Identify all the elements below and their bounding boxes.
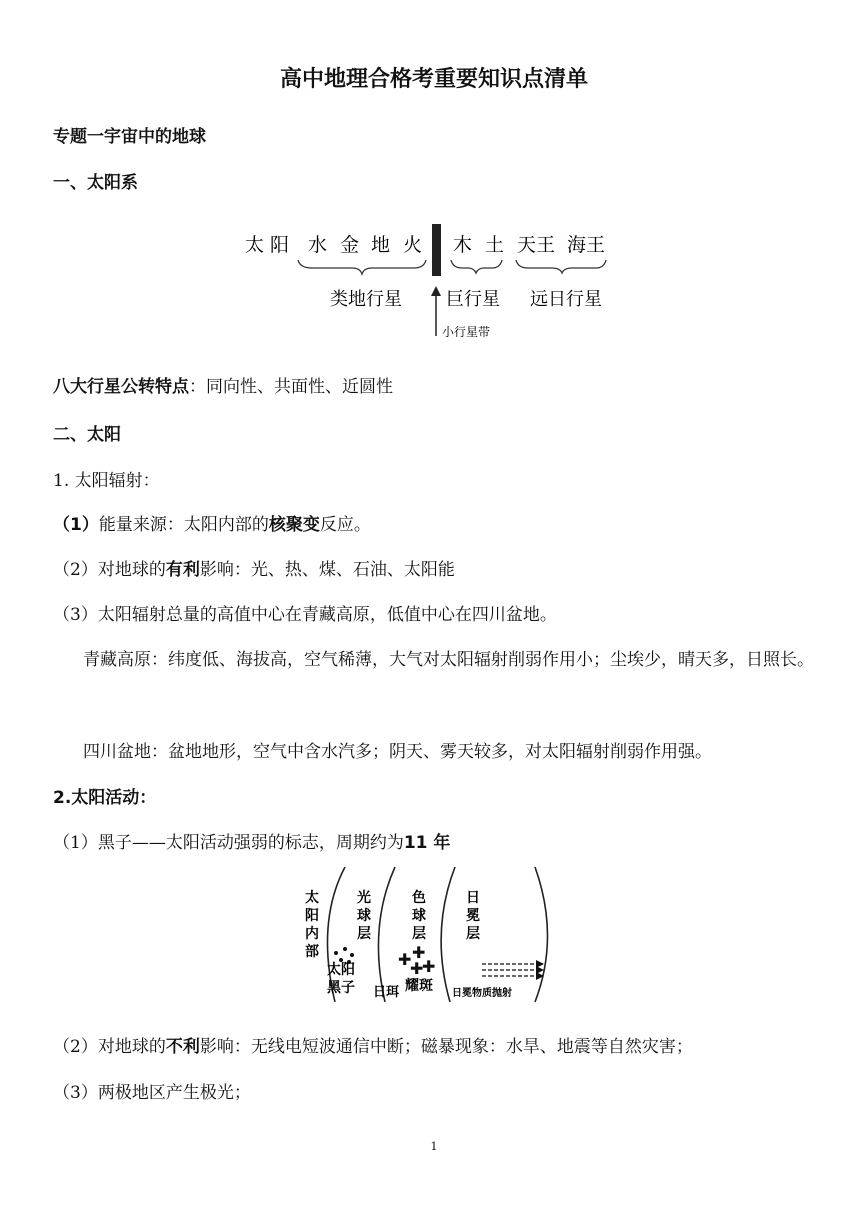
solar-system-diagram xyxy=(0,218,868,348)
label-mars: 火 xyxy=(403,234,423,256)
para-qinghai-tibet: 青藏高原：纬度低、海拔高，空气稀薄，大气对太阳辐射削弱作用小；尘埃少，晴天多，日照长。 xyxy=(83,650,814,670)
label-uranus: 天王 xyxy=(517,234,556,256)
label-photosphere: 光球层 xyxy=(357,890,371,942)
solar-atmosphere-diagram xyxy=(0,862,868,1012)
para-text: 影响：无线电短波通信中断；磁暴现象：水旱、地震等自然灾害； xyxy=(199,1037,693,1057)
para-favorable-effects xyxy=(53,559,455,581)
label-chromosphere: 色球层 xyxy=(412,890,426,942)
para-radiation-distribution: （3）太阳辐射总量的高值中心在青藏高原，低值中心在四川盆地。 xyxy=(53,605,557,625)
planets-features-text: ：同向性、共面性、近圆性 xyxy=(189,377,393,397)
planets-features-label: 八大行星公转特点 xyxy=(53,377,189,397)
para-aurora: （3）两极地区产生极光； xyxy=(53,1083,251,1103)
para-text: 反应。 xyxy=(319,515,371,535)
subheading-solar-activity: 2.太阳活动： xyxy=(53,788,157,808)
para-energy-source xyxy=(53,514,371,536)
para-emphasis: 核聚变 xyxy=(268,515,320,535)
section-heading-sun: 二、太阳 xyxy=(53,425,121,445)
label-earth: 地 xyxy=(371,234,391,256)
para-emphasis: 11 年 xyxy=(403,833,451,853)
page-number: 1 xyxy=(430,1140,438,1153)
flare-crosses xyxy=(398,943,435,978)
brace-far xyxy=(516,260,606,273)
label-asteroid-belt: 小行星带 xyxy=(442,325,491,339)
svg-text:✚: ✚ xyxy=(412,943,426,962)
label-far: 远日行星 xyxy=(530,289,602,310)
para-text: （2）对地球的 xyxy=(53,560,166,580)
label-terrestrial: 类地行星 xyxy=(330,289,402,310)
label-interior: 太阳内部 xyxy=(305,890,319,960)
boundary-corona-outer xyxy=(535,867,548,1002)
section-heading-solar-system: 一、太阳系 xyxy=(53,173,138,193)
cme-arrows xyxy=(482,964,538,976)
para-unfavorable-effects xyxy=(53,1036,693,1058)
label-saturn: 土 xyxy=(485,234,505,256)
page-title: 高中地理合格考重要知识点清单 xyxy=(279,67,588,92)
svg-text:✚: ✚ xyxy=(410,959,424,978)
label-cme: 日冕物质抛射 xyxy=(452,988,512,999)
brace-terrestrial xyxy=(298,260,426,274)
label-jupiter: 木 xyxy=(453,234,473,256)
para-sichuan-basin: 四川盆地：盆地地形，空气中含水汽多；阴天、雾天较多，对太阳辐射削弱作用强。 xyxy=(83,742,712,762)
label-sun: 太 阳 xyxy=(245,234,290,256)
boundary-corona-inner xyxy=(441,867,455,1002)
para-text: 影响：光、热、煤、石油、太阳能 xyxy=(199,560,455,580)
para-emphasis: 不利 xyxy=(165,1037,200,1057)
brace-giant xyxy=(451,260,502,273)
label-giant: 巨行星 xyxy=(446,289,500,310)
boundary-chromosphere xyxy=(378,867,395,1002)
para-text: 能量来源：太阳内部的 xyxy=(98,515,269,535)
svg-text:✚: ✚ xyxy=(398,950,412,969)
label-prominence: 日珥 xyxy=(373,985,400,1000)
svg-text:✚: ✚ xyxy=(422,957,436,976)
asteroid-belt-band xyxy=(432,224,441,276)
para-sunspots xyxy=(53,832,450,854)
topic-heading: 专题一宇宙中的地球 xyxy=(53,127,206,147)
label-corona: 日冕层 xyxy=(466,890,480,942)
label-sunspot: 太阳黑子 xyxy=(327,962,355,996)
asteroid-arrow-head xyxy=(431,286,441,296)
subheading-solar-radiation: 1. 太阳辐射： xyxy=(53,471,160,491)
label-mercury: 水 xyxy=(308,234,328,256)
planets-features xyxy=(53,376,393,398)
para-text: （1）黑子——太阳活动强弱的标志，周期约为 xyxy=(53,833,404,853)
label-venus: 金 xyxy=(340,234,360,256)
para-number: （1） xyxy=(53,515,99,535)
para-emphasis: 有利 xyxy=(165,560,200,580)
para-text: （2）对地球的 xyxy=(53,1037,166,1057)
label-neptune: 海王 xyxy=(567,234,606,256)
label-flare: 耀斑 xyxy=(405,978,433,994)
